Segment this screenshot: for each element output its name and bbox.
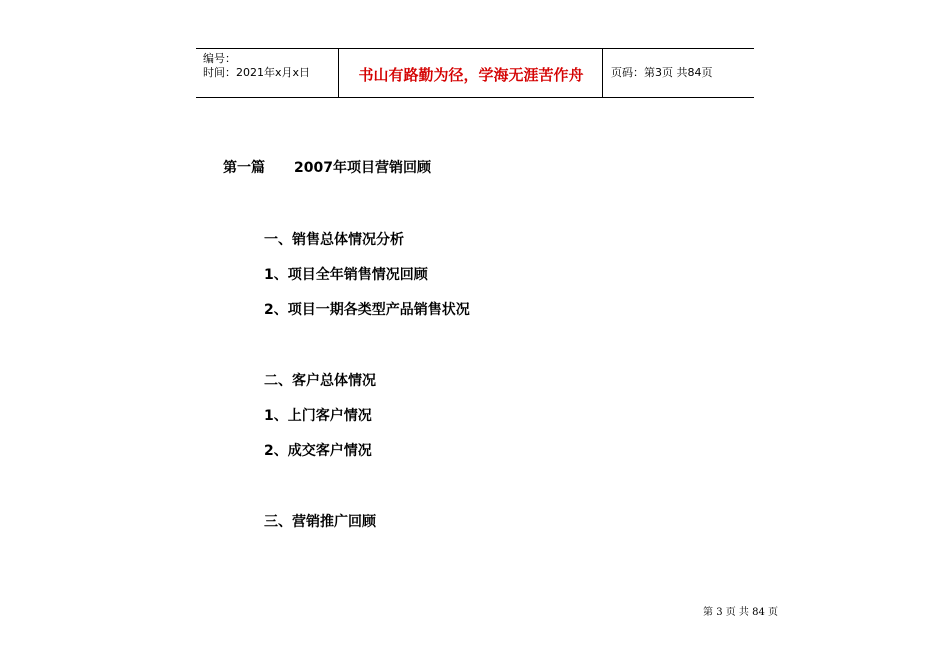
section-heading: 三、营销推广回顾 bbox=[264, 514, 376, 530]
section-item: 2、成交客户情况 bbox=[264, 443, 372, 459]
document-time-label: 时间：2021年x月x日 bbox=[203, 66, 311, 79]
section-heading: 二、客户总体情况 bbox=[264, 373, 376, 389]
section-item: 2、项目一期各类型产品销售状况 bbox=[264, 302, 470, 318]
section-heading: 一、销售总体情况分析 bbox=[264, 232, 404, 248]
header-motto: 书山有路勤为径，学海无涯苦作舟 bbox=[358, 66, 584, 84]
header-page-cell bbox=[602, 49, 755, 97]
document-number-label: 编号： bbox=[203, 52, 236, 65]
part-label: 第一篇 bbox=[223, 160, 265, 176]
part-title: 2007年项目营销回顾 bbox=[294, 160, 431, 176]
header-page-number: 页码：第3页 共84页 bbox=[611, 66, 713, 79]
section-item: 1、项目全年销售情况回顾 bbox=[264, 267, 428, 283]
header-meta-cell bbox=[196, 49, 338, 97]
header-motto-cell bbox=[338, 49, 603, 97]
page-header bbox=[196, 48, 754, 98]
section-item: 1、上门客户情况 bbox=[264, 408, 372, 424]
footer-page-number: 第 3 页 共 84 页 bbox=[703, 607, 778, 618]
